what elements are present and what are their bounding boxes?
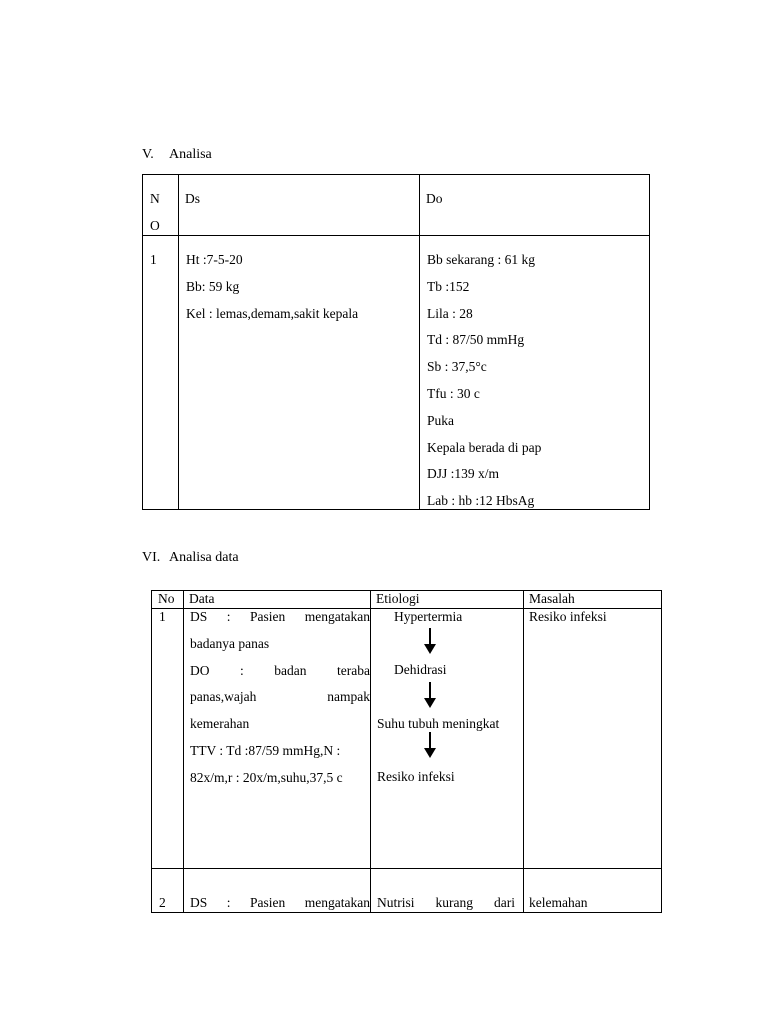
etiologi-step-hypertermia: Hypertermia	[394, 609, 463, 624]
analisa-do-line: Puka	[427, 412, 454, 428]
analisa-ds-line: Bb: 59 kg	[186, 278, 240, 294]
data-word: panas,wajah	[190, 689, 257, 705]
data-word: :	[240, 662, 244, 678]
analisa-do-line: Tb :152	[427, 278, 470, 294]
analisa-table	[142, 174, 650, 510]
section-5-number: V.	[142, 147, 154, 162]
data-word: kemerahan	[190, 716, 250, 732]
analisa-do-line: DJJ :139 x/m	[427, 466, 500, 482]
data-word: nampak	[327, 689, 370, 705]
data-row2-data-cell	[190, 890, 370, 917]
data-row1-no: 1	[159, 609, 166, 624]
data-header-no: No	[158, 591, 175, 606]
analisa-do-line: Lab : hb :12 HbsAg	[427, 493, 535, 509]
data-header-masalah: Masalah	[529, 591, 575, 606]
analisa-header-no	[150, 186, 160, 240]
analisa-do-line: Bb sekarang : 61 kg	[427, 252, 535, 267]
analisa-do-line: Kepala berada di pap	[427, 439, 542, 455]
data-line	[190, 738, 370, 765]
data-header-etiologi: Etiologi	[376, 591, 420, 606]
etiologi-word: kurang	[435, 895, 473, 910]
data-line	[190, 890, 370, 917]
data-word: :	[226, 609, 231, 624]
data-row1-data-cell	[190, 604, 370, 792]
section-6-title: Analisa data	[169, 550, 239, 565]
analisa-do-line: Td : 87/50 mmHg	[427, 332, 525, 348]
section-6-number: VI.	[142, 550, 161, 565]
arrow-down-icon	[423, 732, 437, 758]
analisa-header-no-line1: N	[150, 191, 160, 206]
analisa-do-line: Sb : 37,5°c	[427, 359, 487, 375]
etiologi-step-dehidrasi: Dehidrasi	[394, 662, 447, 677]
analisa-header-divider	[143, 235, 649, 236]
data-line	[190, 684, 370, 711]
data-line	[190, 711, 370, 738]
analisa-row-no: 1	[150, 252, 157, 267]
analisa-data-table	[151, 590, 662, 913]
data-word: :	[226, 895, 231, 910]
data-line	[190, 658, 370, 685]
data-row2-no: 2	[159, 895, 166, 910]
data-row2-masalah: kelemahan	[529, 895, 588, 910]
etiologi-step-resiko: Resiko infeksi	[377, 769, 455, 784]
data-word: teraba	[337, 662, 370, 678]
etiologi-step-suhu: Suhu tubuh meningkat	[377, 716, 500, 731]
section-6-heading	[142, 550, 239, 566]
section-5-title: Analisa	[169, 147, 212, 162]
data-row1-masalah: Resiko infeksi	[529, 609, 607, 624]
data-line	[190, 765, 370, 792]
data-col-divider-1	[183, 591, 184, 912]
analisa-ds-line: Ht :7-5-20	[186, 252, 243, 267]
data-word: DS	[190, 609, 208, 624]
data-line	[190, 631, 370, 658]
data-word: Pasien	[250, 895, 286, 910]
data-header-data: Data	[189, 591, 215, 606]
data-col-divider-3	[523, 591, 524, 912]
arrow-down-icon	[423, 628, 437, 654]
analisa-ds-line: Kel : lemas,demam,sakit kepala	[186, 305, 359, 321]
analisa-header-do: Do	[426, 191, 443, 206]
data-word: badan	[274, 662, 307, 678]
data-word: DS	[190, 895, 208, 910]
section-5-heading	[142, 147, 212, 163]
data-row2-etiologi	[377, 890, 515, 917]
analisa-col-divider-1	[178, 175, 179, 509]
analisa-header-no-line2: O	[150, 217, 160, 233]
data-word: DO	[190, 662, 210, 678]
analisa-header-ds: Ds	[185, 191, 201, 206]
etiologi-word: Nutrisi	[377, 895, 415, 910]
analisa-do-cell	[427, 247, 541, 515]
data-word: badanya panas	[190, 635, 270, 651]
data-word: Pasien	[250, 609, 286, 624]
data-word: mengatakan	[304, 609, 370, 624]
data-word: 82x/m,r : 20x/m,suhu,37,5 c	[190, 769, 343, 785]
data-col-divider-2	[370, 591, 371, 912]
etiologi-word: dari	[493, 895, 515, 910]
analisa-col-divider-2	[419, 175, 420, 509]
analisa-do-line: Lila : 28	[427, 305, 473, 321]
data-word: TTV : Td :87/59 mmHg,N :	[190, 742, 341, 758]
data-line	[190, 604, 370, 631]
analisa-do-line: Tfu : 30 c	[427, 385, 480, 401]
data-row-divider	[152, 868, 661, 869]
arrow-down-icon	[423, 682, 437, 708]
analisa-ds-cell	[186, 247, 358, 327]
data-word: mengatakan	[304, 895, 370, 910]
